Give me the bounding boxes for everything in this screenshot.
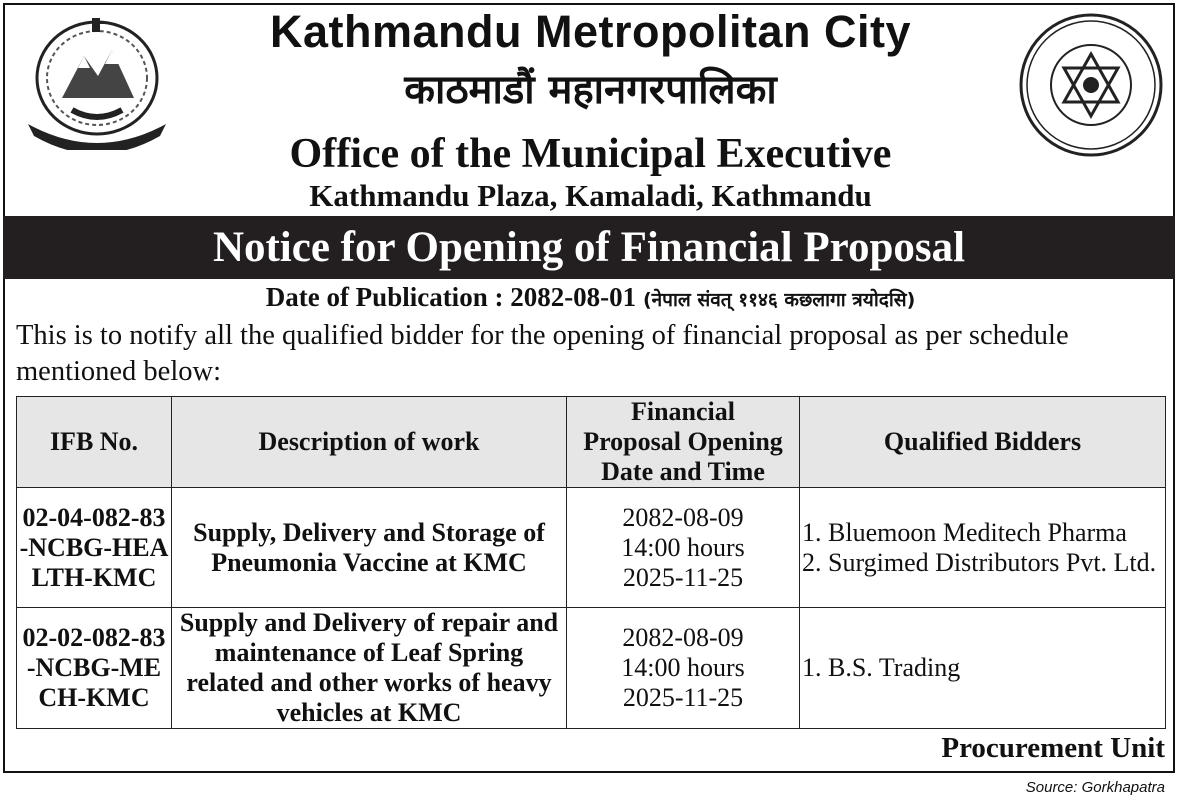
opening-date-ad: 2025-11-25 [622, 683, 744, 712]
ifb-number: 02-02-082-83-NCBG-MECH-KMC [17, 608, 172, 729]
notice-title-bar [3, 216, 1175, 279]
publication-date-label: Date of Publication : 2082-08-01 [265, 282, 637, 312]
table-row [17, 608, 1166, 729]
header-ifb: IFB No. [17, 397, 172, 488]
publication-date [0, 282, 1181, 313]
bidder-item: 1. B.S. Trading [802, 653, 961, 682]
ifb-number: 02-04-082-83-NCBG-HEALTH-KMC [17, 488, 172, 608]
source-credit: Source: Gorkhapatra [1025, 779, 1165, 796]
publication-date-nepali: (नेपाल संवत् ११४६ कछलागा त्रयोदसि) [642, 289, 916, 311]
opening-date-ad: 2025-11-25 [622, 562, 744, 592]
bidder-item: 1. Bluemoon Meditech Pharma [802, 517, 1127, 547]
header-date-line: Proposal Opening [583, 427, 783, 456]
qualified-bidders [800, 608, 1166, 729]
city-title-nepali: काठमाडौं महानगरपालिका [404, 67, 777, 113]
work-description: Supply, Delivery and Storage of Pneumonia Vaccine at KMC [172, 488, 567, 608]
procurement-unit: Procurement Unit [941, 732, 1165, 764]
opening-datetime [567, 608, 800, 729]
opening-date: 2082-08-09 [622, 502, 744, 532]
header-opening-date [567, 397, 800, 488]
notice-title: Notice for Opening of Financial Proposal [212, 224, 966, 271]
opening-datetime [567, 488, 800, 608]
table-header-row [17, 397, 1166, 488]
office-address: Kathmandu Plaza, Kamaladi, Kathmandu [309, 178, 872, 213]
qualified-bidders [800, 488, 1166, 608]
bidder-item: 2. Surgimed Distributors Pvt. Ltd. [802, 547, 1157, 577]
header-description: Description of work [172, 397, 567, 488]
opening-time: 14:00 hours [621, 653, 745, 682]
table-row [17, 488, 1166, 608]
city-title: Kathmandu Metropolitan City [270, 6, 911, 57]
header-bidders: Qualified Bidders [800, 397, 1166, 488]
header-date-line: Financial [630, 397, 735, 426]
opening-time: 14:00 hours [621, 532, 745, 562]
bids-table [16, 396, 1166, 729]
office-title: Office of the Municipal Executive [289, 131, 892, 177]
intro-text: This is to notify all the qualified bidder for the opening of financial proposal as per schedule mentioned below: [16, 320, 1069, 387]
work-description: Supply and Delivery of repair and maintenance of Leaf Spring related and other works of heavy vehicles at KMC [172, 608, 567, 729]
header-date-line: Date and Time [601, 457, 765, 486]
opening-date: 2082-08-09 [622, 623, 744, 652]
